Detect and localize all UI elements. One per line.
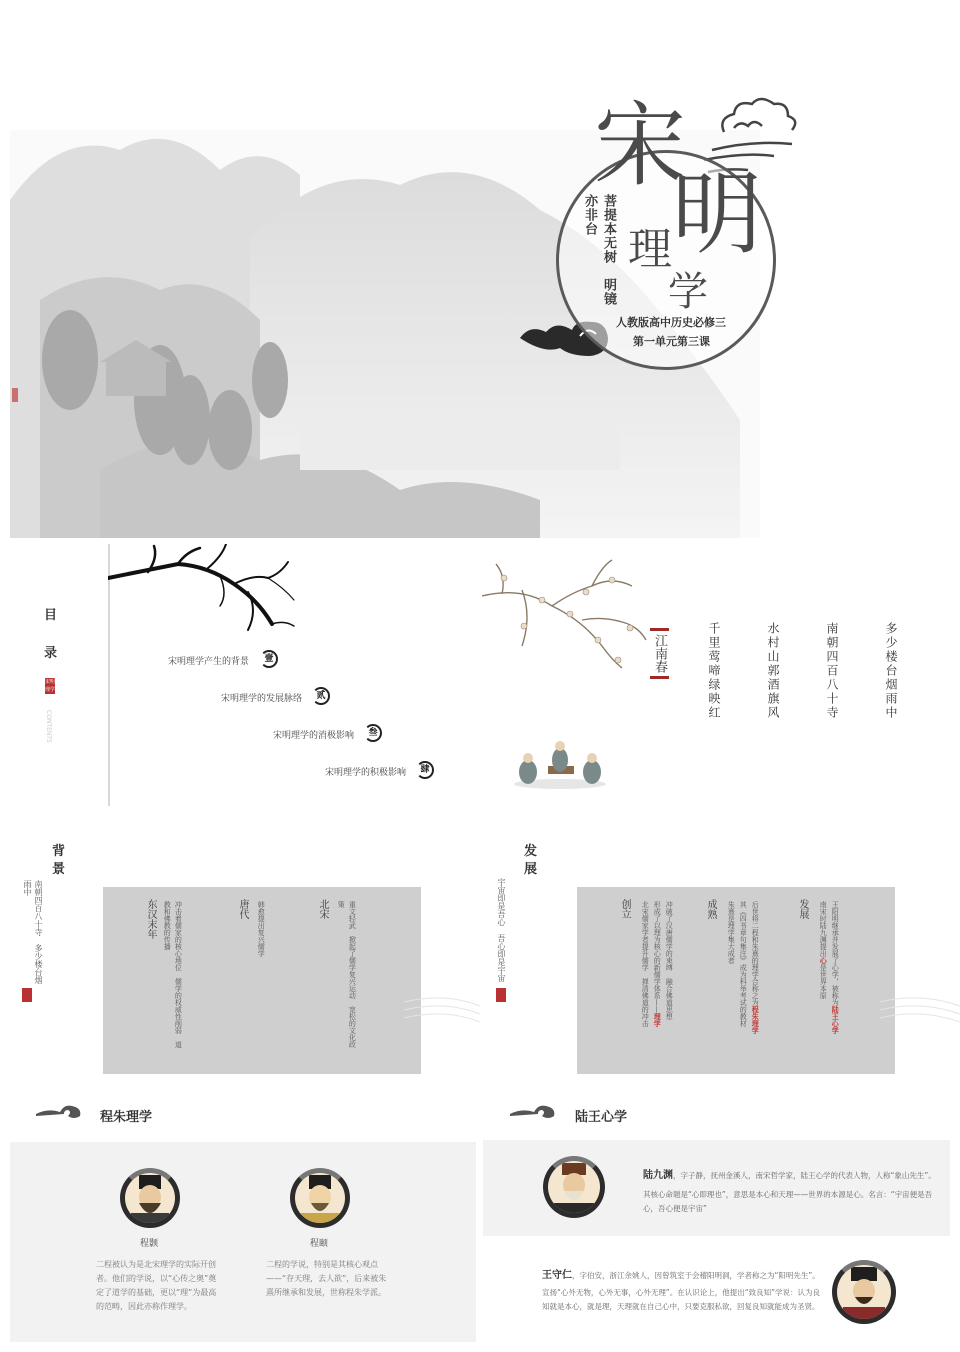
portrait-avatar xyxy=(290,1168,350,1228)
era-label: 唐代 xyxy=(237,899,248,919)
stage-text-part: 南宋时陆九渊提出 xyxy=(819,901,828,957)
stage-text xyxy=(829,901,840,1061)
scholar-portrait-icon xyxy=(548,1161,600,1213)
red-seal xyxy=(496,988,506,1002)
toc-number-badge: 肆 xyxy=(416,761,434,779)
toc-item-1[interactable]: 宋明理学产生的背景 xyxy=(168,657,250,667)
scholar-portrait-icon xyxy=(837,1265,891,1319)
portrait-avatar xyxy=(120,1168,180,1228)
person-description: 二程的学说，特别是其核心观点——“存天理，去人欲”，后来被朱熹所继承和发展，世称程朱学派。 xyxy=(266,1260,387,1297)
side-poem-text: 南朝四百八十寺 多少楼台烟雨中 xyxy=(23,880,43,984)
title-char: 学 xyxy=(668,269,708,315)
wave-ornament xyxy=(880,992,960,1032)
subtitle-textbook: 人教版高中历史必修三 xyxy=(616,316,726,329)
poem-slide xyxy=(480,540,960,810)
toc-item-2[interactable]: 宋明理学的发展脉络 xyxy=(221,694,303,704)
era-label: 东汉末年 xyxy=(145,899,156,939)
person-bio: 陆九渊，字子静，抚州金溪人，南宋哲学家，陆王心学的代表人物，人称“象山先生”。 xyxy=(643,1170,936,1181)
section-title-char: 景 xyxy=(52,862,66,877)
stage-text xyxy=(651,901,662,1061)
person-name: 王守仁 xyxy=(542,1270,572,1281)
toc-item-4[interactable]: 宋明理学的积极影响 xyxy=(325,768,407,778)
era-text: 冲击着儒家的核心地位 儒学的权威性削弱 道教和佛教的传播 xyxy=(163,901,183,1048)
stage-label: 成熟 xyxy=(705,899,716,919)
title-char: 宋 xyxy=(594,92,687,199)
highlight-term: 理学 xyxy=(653,1013,662,1027)
bio-text: 字子静，抚州金溪人，南宋哲学家，陆王心学的代表人物，人称“象山先生”。 xyxy=(680,1171,936,1180)
stage-label: 发展 xyxy=(797,899,808,919)
plum-branch-illustration xyxy=(108,544,308,644)
toc-number-badge: 贰 xyxy=(312,687,330,705)
era-text: 韩愈提出复兴儒学 xyxy=(257,901,266,957)
cloud-ornament-icon xyxy=(34,1102,84,1122)
stage-text-part: 后世将二程和朱熹的理学合称之为 xyxy=(751,901,760,1006)
person-thought: 宣扬“心外无物，心外无事，心外无理”。在认识论上，他提出“致良知”学说：认为良知就是本心，就是理，天理就在自己心中，只要克服私欲，回复良知就能成为圣贤。 xyxy=(542,1288,821,1312)
stage-text: 北宋儒家学者提升儒学 掸清佛道的冲击 xyxy=(641,901,650,1027)
stage-text: 冲破了汉唐儒学的束缚 融合佛道思想 xyxy=(665,901,674,1020)
content-panel xyxy=(577,887,895,1074)
poem-line-3: 南朝四百八十寺 xyxy=(825,622,839,720)
seal-text: 宋明理学 xyxy=(45,679,56,693)
person-bio: 王守仁，字伯安，浙江余姚人，因曾筑室于会稽阳明洞，学者称之为“阳明先生”。 xyxy=(542,1270,820,1281)
ink-landscape-illustration xyxy=(0,0,960,540)
side-quote-text: 宇宙即是吾心 吾心即是宇宙 xyxy=(497,878,506,982)
poem-line-4: 多少楼台烟雨中 xyxy=(884,622,898,720)
toc-heading-char: 录 xyxy=(44,646,58,661)
stage-text: 朱熹是理学集大成者 xyxy=(727,901,736,964)
title-poem-line: 菩提本无树 明镜亦非台 xyxy=(582,194,616,306)
highlight-term: 陆王心学 xyxy=(831,1006,840,1034)
section-title-char: 发 xyxy=(524,844,538,859)
person-description: 二程被认为是北宋理学的实际开创者。他们的学说，以“心传之奥”奠定了道学的基础，更以“理”为最高的范畴，因此亦称作理学。 xyxy=(96,1260,217,1311)
title-slide xyxy=(0,0,960,540)
person-thought: 其核心命题是“心即理也”，意思是本心和天理——世界的本源是心。名言：“宇宙便是吾心，吾心便是宇宙” xyxy=(643,1190,933,1214)
content-panel xyxy=(10,1142,476,1342)
stage-text: 其《四书章句集注》成为科举考试的教材 xyxy=(739,901,748,1027)
stage-text-part: 王阳明继承并发展了心学，被称为 xyxy=(831,901,840,1006)
section-title-char: 背 xyxy=(52,844,66,859)
portrait-avatar xyxy=(832,1260,896,1324)
development-slide xyxy=(480,810,960,1080)
section-title-char: 展 xyxy=(524,862,538,877)
toc-slide xyxy=(0,540,480,810)
highlight-term: 程朱理学 xyxy=(751,1006,760,1034)
section-heading: 陆王心学 xyxy=(575,1110,628,1125)
wave-ornament xyxy=(404,992,480,1032)
stage-text xyxy=(749,901,760,1061)
luwang-slide xyxy=(480,1080,960,1352)
stage-label: 创立 xyxy=(619,899,630,919)
title-char: 明 xyxy=(672,162,762,267)
toc-heading-char: 目 xyxy=(44,608,58,623)
chengzhu-slide xyxy=(0,1080,480,1352)
subtitle-lesson: 第一单元第三课 xyxy=(633,335,710,348)
bio-text: 字伯安，浙江余姚人，因曾筑室于会稽阳明洞，学者称之为“阳明先生”。 xyxy=(579,1271,820,1280)
content-panel xyxy=(483,1140,950,1236)
person-name: 程颢 xyxy=(140,1239,159,1249)
toc-item-3[interactable]: 宋明理学的消极影响 xyxy=(273,731,355,741)
red-seal xyxy=(45,678,55,694)
stage-text-part: 形成了以理为核心的新儒学体系—— xyxy=(653,901,662,1013)
era-label: 北宋 xyxy=(317,899,328,919)
section-heading: 程朱理学 xyxy=(100,1110,153,1125)
person-name: 陆九渊 xyxy=(643,1170,673,1181)
content-panel xyxy=(103,887,421,1074)
poem-line-2: 水村山郭酒旗风 xyxy=(766,622,780,720)
background-slide xyxy=(0,810,480,1080)
stage-text-part: 是世界本原 xyxy=(819,964,828,999)
title-char: 理 xyxy=(628,224,672,275)
poem-title: 江南春 xyxy=(650,628,669,679)
toc-english-label: CONTENTS xyxy=(45,710,52,743)
stage-text xyxy=(817,901,828,1061)
scholars-illustration xyxy=(510,738,610,790)
scholar-portrait-icon xyxy=(295,1173,345,1223)
blossom-branch-illustration xyxy=(482,556,650,676)
scholar-portrait-icon xyxy=(125,1173,175,1223)
cloud-ornament-icon xyxy=(508,1102,558,1122)
highlight-term: 心 xyxy=(819,957,828,964)
poem-line-1: 千里莺啼绿映红 xyxy=(707,622,721,720)
era-text: 重文轻武 掀起了儒学复兴运动 宽松的文化政策 xyxy=(337,901,357,1048)
red-seal xyxy=(22,988,32,1002)
toc-number-badge: 壹 xyxy=(260,650,278,668)
toc-number-badge: 叁 xyxy=(364,724,382,742)
portrait-avatar xyxy=(543,1156,605,1218)
person-name: 程颐 xyxy=(310,1239,329,1249)
